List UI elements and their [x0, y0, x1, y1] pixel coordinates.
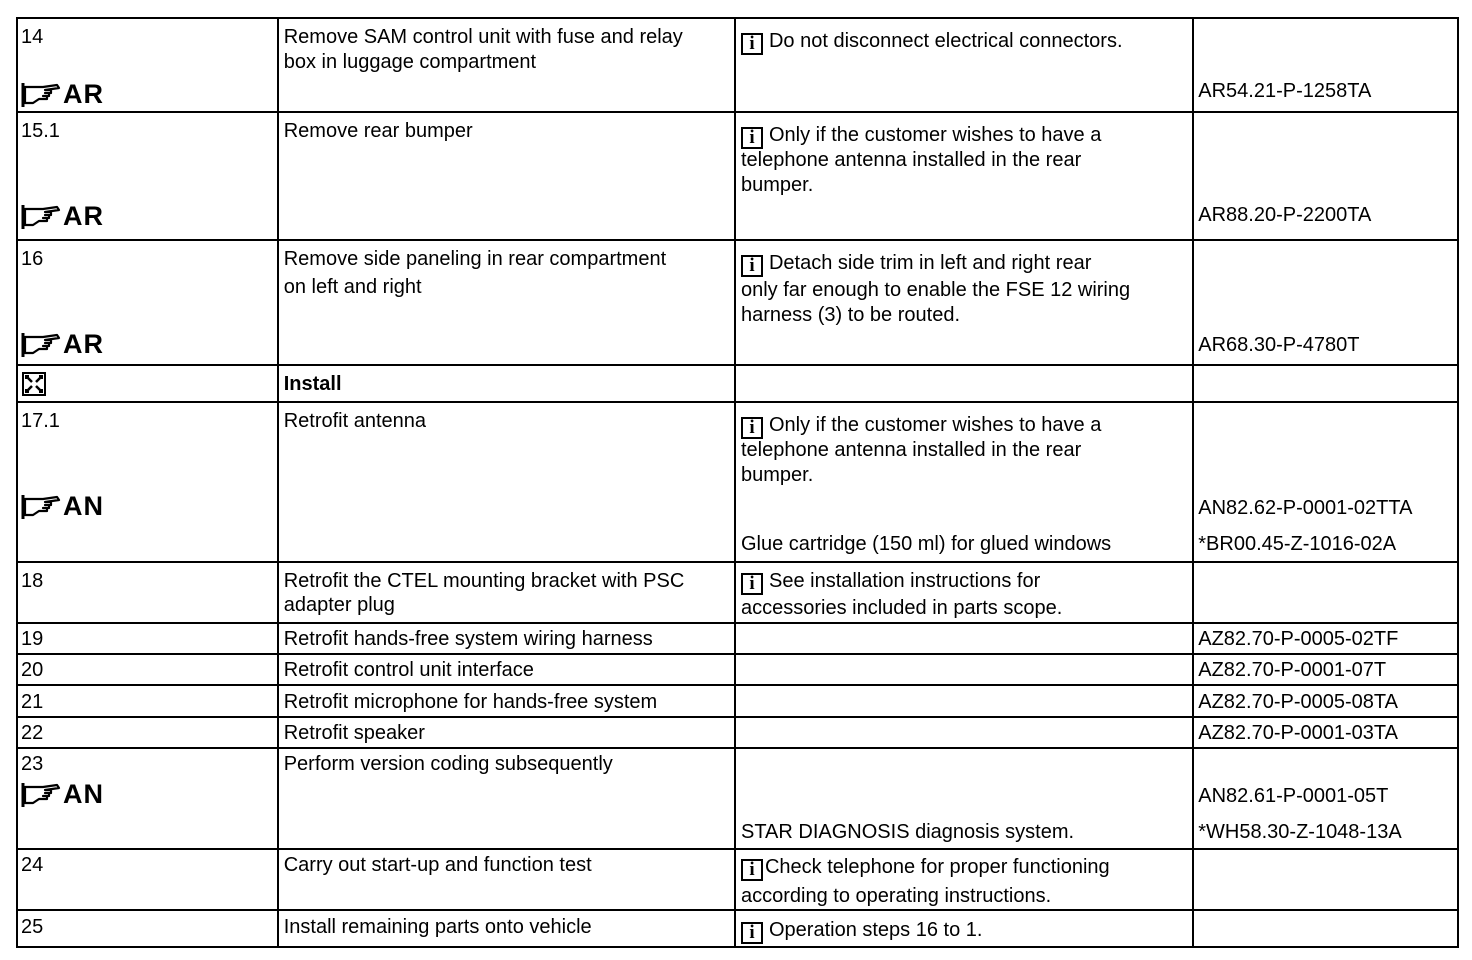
- reference-link[interactable]: AN82.62-P-0001-02TTA: [1198, 497, 1413, 519]
- table-row: 16 AR Remove side paneling in rear compartment on left and right i Detach side trim in left and right rear only far enough to enable the FSE 12 wiring harness (3) to be routed. AR68.30-P-4780T: [17, 240, 1458, 365]
- table-row: 23 AN Perform version coding subsequently STAR DIAGNOSIS diagnosis system. AN82.61-P-0001-05T *WH58.30-Z-1048-13A: [17, 748, 1458, 849]
- table-row: 18 Retrofit the CTEL mounting bracket with PSC adapter plug i See installation instructions for accessories included in parts scope.: [17, 562, 1458, 623]
- pointing-hand-icon: [21, 491, 61, 521]
- table-row: 15.1 AR Remove rear bumper i Only if the customer wishes to have a telephone antenna installed in the rear bumper. AR88.20-P-2200TA: [17, 112, 1458, 240]
- step-number: 18: [21, 570, 44, 592]
- hand-pointer-marker: AN: [21, 779, 104, 809]
- table-row: 17.1 AN Retrofit antenna i Only if the customer wishes to have a telephone antenna installed in the rear bumper. Glue cartridge (150 ml) for glued windows AN82.62-P-0001-02TTA *BR00.45-Z-1016-02A: [17, 402, 1458, 562]
- table-row: 25 Install remaining parts onto vehicle i Operation steps 16 to 1.: [17, 910, 1458, 947]
- reference-link[interactable]: AR54.21-P-1258TA: [1198, 80, 1372, 102]
- reference-link[interactable]: AZ82.70-P-0001-03TA: [1198, 722, 1398, 744]
- pointing-hand-icon: [21, 79, 61, 109]
- reference-link[interactable]: AR88.20-P-2200TA: [1198, 204, 1372, 226]
- hand-pointer-marker: AR: [21, 201, 104, 231]
- step-number: 19: [21, 628, 44, 650]
- table-row: 24 Carry out start-up and function test i Check telephone for proper functioning according to operating instructions.: [17, 849, 1458, 910]
- pointing-hand-icon: [21, 779, 61, 809]
- pointing-hand-icon: [21, 329, 61, 359]
- hand-pointer-marker: AR: [21, 329, 104, 359]
- table-row: 21 Retrofit microphone for hands-free system AZ82.70-P-0005-08TA: [17, 685, 1458, 717]
- step-number: 15.1: [21, 120, 60, 142]
- reference-link[interactable]: AZ82.70-P-0001-07T: [1198, 659, 1387, 681]
- step-number: 20: [21, 659, 44, 681]
- info-icon: i: [741, 33, 763, 55]
- info-icon: i: [741, 859, 763, 881]
- step-number: 17.1: [21, 410, 60, 432]
- section-heading: Install: [283, 373, 342, 395]
- section-row: [17, 365, 1458, 402]
- hand-pointer-marker: AR: [21, 79, 104, 109]
- step-number: 24: [21, 854, 44, 876]
- reference-link[interactable]: AN82.61-P-0001-05T: [1198, 785, 1389, 807]
- install-marker-icon: [22, 372, 46, 396]
- info-icon: i: [741, 255, 763, 277]
- step-cell: [17, 18, 278, 112]
- step-number: 22: [21, 722, 44, 744]
- procedure-table: [16, 17, 1459, 948]
- table-row: 22 Retrofit speaker AZ82.70-P-0001-03TA: [17, 717, 1458, 748]
- step-number: 21: [21, 691, 44, 713]
- step-number: 23: [21, 753, 44, 775]
- pointing-hand-icon: [21, 201, 61, 231]
- info-icon: i: [741, 127, 763, 149]
- table-row: [17, 18, 1458, 112]
- step-number: 25: [21, 916, 44, 938]
- table-row: 19 Retrofit hands-free system wiring harness AZ82.70-P-0005-02TF: [17, 623, 1458, 654]
- reference-link[interactable]: AZ82.70-P-0005-08TA: [1198, 691, 1398, 713]
- info-icon: i: [741, 573, 763, 595]
- info-icon: i: [741, 922, 763, 944]
- reference-cell: [1193, 18, 1458, 112]
- table-row: 20 Retrofit control unit interface AZ82.70-P-0001-07T: [17, 654, 1458, 685]
- reference-link[interactable]: AZ82.70-P-0005-02TF: [1198, 628, 1399, 650]
- step-number: 14: [21, 26, 44, 48]
- title-cell: Remove SAM control unit with fuse and relay box in luggage compartment: [278, 18, 735, 112]
- hand-pointer-marker: AN: [21, 491, 104, 521]
- info-icon: i: [741, 417, 763, 439]
- reference-link[interactable]: AR68.30-P-4780T: [1198, 334, 1360, 356]
- step-number: 16: [21, 248, 44, 270]
- note-cell: i Do not disconnect electrical connectors.: [735, 18, 1193, 112]
- reference-link[interactable]: *BR00.45-Z-1016-02A: [1198, 533, 1397, 555]
- reference-link[interactable]: *WH58.30-Z-1048-13A: [1198, 821, 1402, 843]
